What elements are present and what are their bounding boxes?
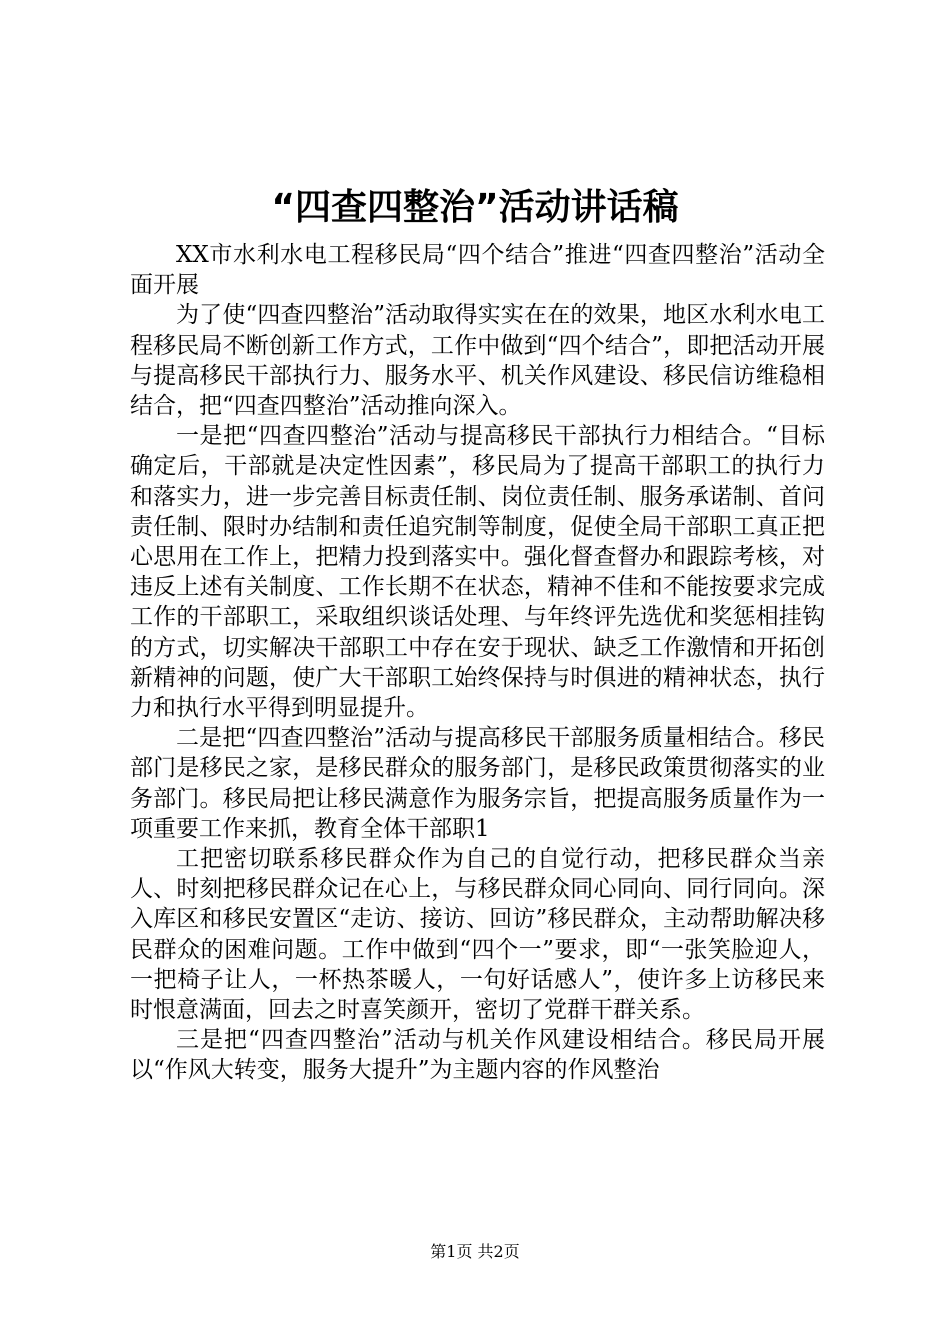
paragraph-intro: 为了使“四查四整治”活动取得实实在在的效果，地区水利水电工程移民局不断创新工作方式，工作中做到“四个结合”，即把活动开展与提高移民干部执行力、服务水平、机关作风建设、移民信访维稳相结合，把“四查四整治”活动推向深入。 [130,302,825,420]
paragraph-point-three: 三是把“四查四整治”活动与机关作风建设相结合。移民局开展以“作风大转变，服务大提升”为主题内容的作风整治 [130,1027,825,1084]
document-body [130,240,825,1086]
paragraph-point-two-continued: 工把密切联系移民群众作为自己的自觉行动，把移民群众当亲人、时刻把移民群众记在心上，与移民群众同心同向、同行同向。深入库区和移民安置区“走访、接访、回访”移民群众，主动帮助解决移民群众的困难问题。工作中做到“四个一”要求，即“一张笑脸迎人，一把椅子让人，一杯热茶暖人，一句好话感人”，使许多上访移民来时恨意满面，回去之时喜笑颜开，密切了党群干群关系。 [130,846,825,1024]
paragraph-subtitle: XX市水利水电工程移民局“四个结合”推进“四查四整治”活动全面开展 [130,242,826,299]
document-title: “四查四整治”活动讲话稿 [271,187,679,228]
page-footer: 第1页 共2页 [430,1242,520,1261]
paragraph-point-two: 二是把“四查四整治”活动与提高移民干部服务质量相结合。移民部门是移民之家，是移民群众的服务部门，是移民政策贯彻落实的业务部门。移民局把让移民满意作为服务宗旨，把提高服务质量作为一项重要工作来抓，教育全体干部职1 [130,725,825,842]
paragraph-point-one: 一是把“四查四整治”活动与提高移民干部执行力相结合。“目标确定后，干部就是决定性因素”，移民局为了提高干部职工的执行力和落实力，进一步完善目标责任制、岗位责任制、服务承诺制、首问责任制、限时办结制和责任追究制等制度，促使全局干部职工真正把心思用在工作上，把精力投到落实中。强化督查督办和跟踪考核，对违反上述有关制度、工作长期不在状态，精神不佳和不能按要求完成工作的干部职工，采取组织谈话处理、与年终评先选优和奖惩相挂钩的方式，切实解决干部职工中存在安于现状、缺乏工作激情和开拓创新精神的问题，使广大干部职工始终保持与时俱进的精神状态，执行力和执行水平得到明显提升。 [130,423,825,722]
